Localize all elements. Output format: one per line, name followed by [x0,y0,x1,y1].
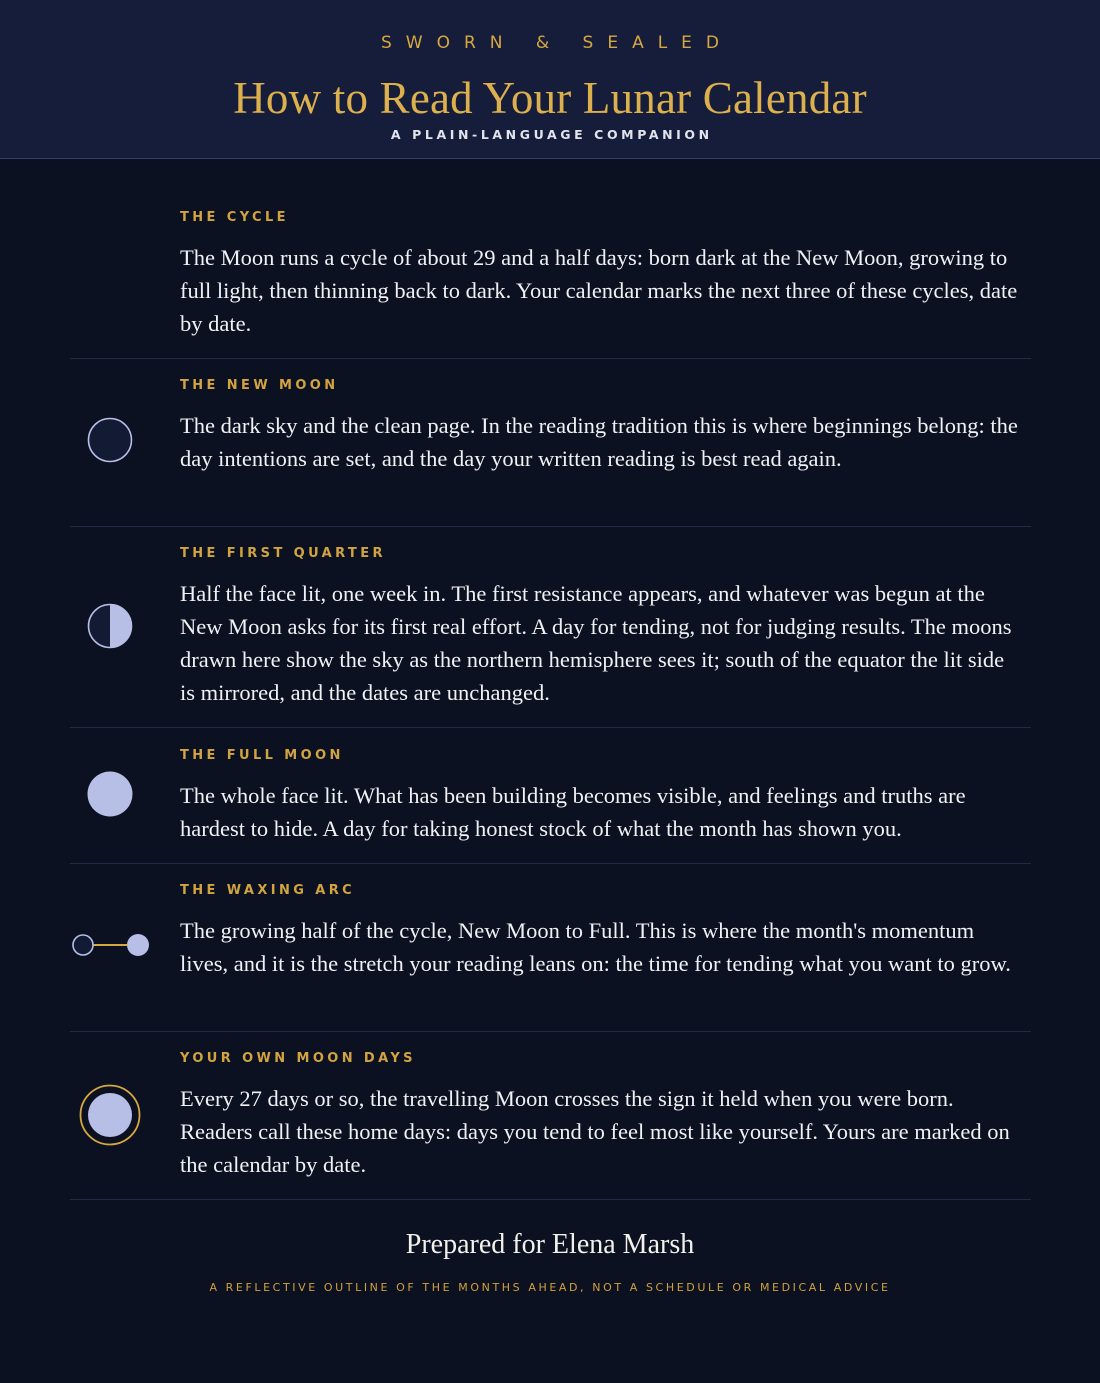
section-label: THE WAXING ARC [180,883,356,898]
section-text: The Moon runs a cycle of about 29 and a half days: born dark at the New Moon, growing to full light, then thinning back to dark. Your calendar marks the next three of these cycles, date by date. [180,245,1018,336]
section-label: THE FIRST QUARTER [180,546,386,561]
header [0,0,1100,159]
first-quarter-moon-icon [85,601,135,651]
waxing-arc-icon [70,930,152,960]
section-first-quarter [70,546,1031,728]
section-new-moon [70,378,1031,527]
page-title: How to Read Your Lunar Calendar [233,73,867,123]
page-subtitle: A PLAIN-LANGUAGE COMPANION [390,127,713,142]
section-text: Half the face lit, one week in. The first resistance appears, and whatever was begun at the New Moon asks for its first real effort. A day for tending, not for judging results. The moons drawn here show the sky as the northern hemisphere sees it; south of the equator the lit side is mirrored, and the dates are unchanged. [180,581,1012,705]
section-full-moon [70,748,1031,864]
section-waxing-arc [70,883,1031,1032]
new-moon-icon [85,415,135,465]
own-moon-day-icon [78,1083,142,1147]
section-text: Every 27 days or so, the travelling Moon crosses the sign it held when you were born. Readers call these home days: days you tend to feel most like yourself. Yours are marked on the calendar by date. [180,1086,1010,1177]
section-text: The growing half of the cycle, New Moon to Full. This is where the month's momentum lives, and it is the stretch your reading leans on: the time for tending what you want to grow. [180,918,1011,976]
section-text: The dark sky and the clean page. In the reading tradition this is where beginnings belong: the day intentions are set, and the day your written reading is best read again. [180,413,1018,471]
section-label: THE CYCLE [180,210,289,225]
section-text: The whole face lit. What has been building becomes visible, and feelings and truths are hardest to hide. A day for taking honest stock of what the month has shown you. [180,783,966,841]
section-own-moon-days [70,1051,1031,1200]
section-label: YOUR OWN MOON DAYS [180,1051,416,1066]
section-the-cycle [70,210,1031,359]
prepared-for: Prepared for Elena Marsh [405,1229,695,1260]
section-label: THE NEW MOON [180,378,339,393]
brand-name: SWORN & SEALED [380,33,734,53]
full-moon-icon [85,769,135,819]
disclaimer-note: A REFLECTIVE OUTLINE OF THE MONTHS AHEAD, NOT A SCHEDULE OR MEDICAL ADVICE [209,1281,891,1294]
section-label: THE FULL MOON [180,748,344,763]
